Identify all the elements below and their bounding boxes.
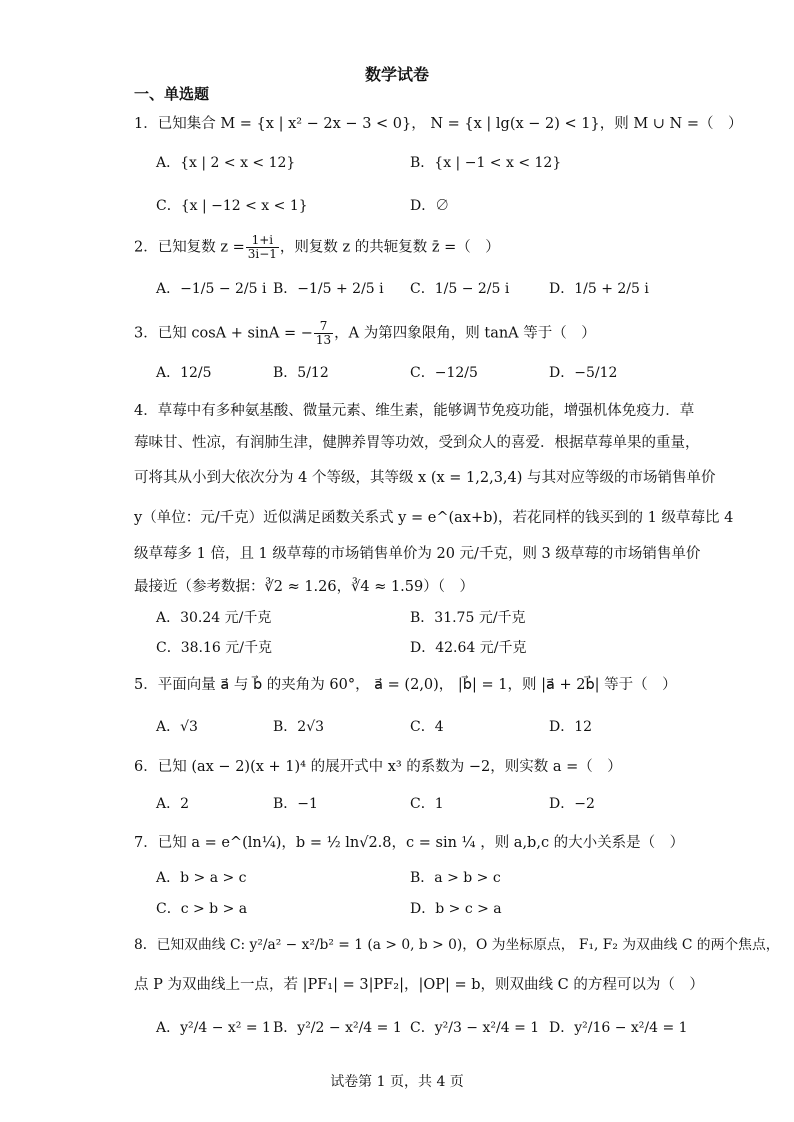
question-stem: 草莓中有多种氨基酸、微量元素、维生素，能够调节免疫功能，增强机体免疫力．草 [157, 403, 695, 419]
question-stem: 已知 (ax − 2)(x + 1)⁴ 的展开式中 x³ 的系数为 −2，则实数 a =（ ） [157, 759, 622, 775]
option-a[interactable]: A．12/5 [156, 365, 212, 381]
question-stem: 已知 a = e^(ln¼)，b = ½ ln√2.8，c = sin ¼ ，则 a,b,c 的大小关系是（ ） [157, 835, 685, 851]
option-d[interactable]: D．1/5 + 2/5 i [549, 281, 649, 297]
option-c[interactable]: C．1/5 − 2/5 i [410, 281, 510, 297]
fraction-denominator: 3i−1 [247, 247, 277, 261]
fraction [246, 234, 279, 261]
question-stem-tail: ，A 为第四象限角，则 tanA 等于（ ） [334, 325, 596, 342]
question-number: 6． [134, 759, 158, 775]
question-stem-line: 级草莓多 1 倍，且 1 级草莓的市场销售单价为 20 元/千克，则 3 级草莓的市场销售单价 [134, 546, 701, 562]
question-5 [134, 675, 677, 695]
option-c[interactable]: C．4 [410, 719, 444, 735]
option-b[interactable]: B．5/12 [273, 365, 329, 381]
option-b[interactable]: B．−1 [273, 796, 318, 812]
question-stem-tail: ，则复数 z 的共轭复数 z̄ =（ ） [279, 239, 500, 256]
option-c[interactable]: C．1 [410, 796, 444, 812]
option-b[interactable]: B．−1/5 + 2/5 i [273, 281, 384, 297]
option-a[interactable]: A．{x | 2 < x < 12} [156, 155, 296, 171]
option-c[interactable]: C．−12/5 [410, 365, 478, 381]
question-2 [134, 234, 500, 261]
question-number: 5． [134, 677, 158, 693]
option-b[interactable]: B．2√3 [273, 719, 325, 735]
option-d[interactable]: D．−5/12 [549, 365, 618, 381]
question-number: 2． [134, 239, 158, 256]
question-stem: 已知集合 M = {x | x² − 2x − 3 < 0}， N = {x | lg(x − 2) < 1}，则 M ∪ N =（ ） [157, 116, 743, 132]
option-a[interactable]: A．−1/5 − 2/5 i [156, 281, 267, 297]
option-c[interactable]: C．c > b > a [156, 901, 248, 917]
option-b[interactable]: B．y²/2 − x²/4 = 1 [273, 1020, 402, 1036]
question-stem-line: 最接近（参考数据：∛2 ≈ 1.26，∛4 ≈ 1.59）（ ） [134, 579, 474, 595]
question-stem-line: 莓味甘、性凉，有润肺生津，健脾养胃等功效，受到众人的喜爱．根据草莓单果的重量， [134, 435, 700, 451]
option-a[interactable]: A．y²/4 − x² = 1 [156, 1020, 271, 1036]
question-stem: 已知 cosA + sinA = − [157, 325, 313, 342]
option-d[interactable]: D．42.64 元/千克 [410, 640, 527, 656]
question-stem: 已知复数 z = [157, 239, 245, 256]
option-b[interactable]: B．{x | −1 < x < 12} [410, 155, 562, 171]
question-7 [134, 833, 684, 853]
option-a[interactable]: A．30.24 元/千克 [156, 610, 272, 626]
question-6 [134, 757, 622, 777]
fraction-numerator: 1+i [246, 234, 279, 248]
page-footer: 试卷第 1 页，共 4 页 [330, 1074, 464, 1090]
option-d[interactable]: D．12 [549, 719, 593, 735]
question-1 [134, 114, 743, 134]
option-b[interactable]: B．31.75 元/千克 [410, 610, 526, 626]
question-number: 3． [134, 325, 158, 342]
question-number: 7． [134, 835, 158, 851]
question-8 [134, 935, 780, 955]
question-stem: 已知双曲线 C: y²/a² − x²/b² = 1 (a > 0, b > 0)，O 为坐标原点， F₁, F₂ 为双曲线 C 的两个焦点， [156, 937, 780, 953]
page-title: 数学试卷 [364, 65, 429, 84]
option-b[interactable]: B．a > b > c [410, 870, 501, 886]
option-d[interactable]: D．−2 [549, 796, 595, 812]
fraction-denominator: 13 [315, 333, 332, 347]
option-a[interactable]: A．2 [156, 796, 190, 812]
question-stem: 平面向量 a⃗ 与 b⃗ 的夹角为 60°， a⃗ = (2,0)， |b⃗| = 1，则 |a⃗ + 2b⃗| 等于（ ） [157, 677, 677, 693]
option-d[interactable]: D．∅ [410, 198, 450, 214]
question-stem-line: y（单位：元/千克）近似满足函数关系式 y = e^(ax+b)，若花同样的钱买到的 1 级草莓比 4 [134, 510, 734, 526]
question-number: 1． [134, 116, 158, 132]
question-stem-line: 点 P 为双曲线上一点，若 |PF₁| = 3|PF₂|，|OP| = b，则双曲线 C 的方程可以为（ ） [134, 977, 704, 993]
fraction-numerator: 7 [314, 320, 333, 334]
option-a[interactable]: A．b > a > c [156, 870, 247, 886]
option-c[interactable]: C．38.16 元/千克 [156, 640, 272, 656]
option-c[interactable]: C．y²/3 − x²/4 = 1 [410, 1020, 540, 1036]
option-a[interactable]: A．√3 [156, 719, 198, 735]
option-d[interactable]: D．b > c > a [410, 901, 502, 917]
question-stem-line: 可将其从小到大依次分为 4 个等级，其等级 x (x = 1,2,3,4) 与其对应等级的市场销售单价 [134, 470, 716, 486]
question-3 [134, 320, 596, 347]
section-heading: 一、单选题 [134, 85, 210, 103]
option-d[interactable]: D．y²/16 − x²/4 = 1 [549, 1020, 688, 1036]
question-4 [134, 401, 694, 421]
question-number: 4． [134, 403, 158, 419]
option-c[interactable]: C．{x | −12 < x < 1} [156, 198, 308, 214]
fraction [314, 320, 333, 347]
question-number: 8． [134, 937, 157, 953]
